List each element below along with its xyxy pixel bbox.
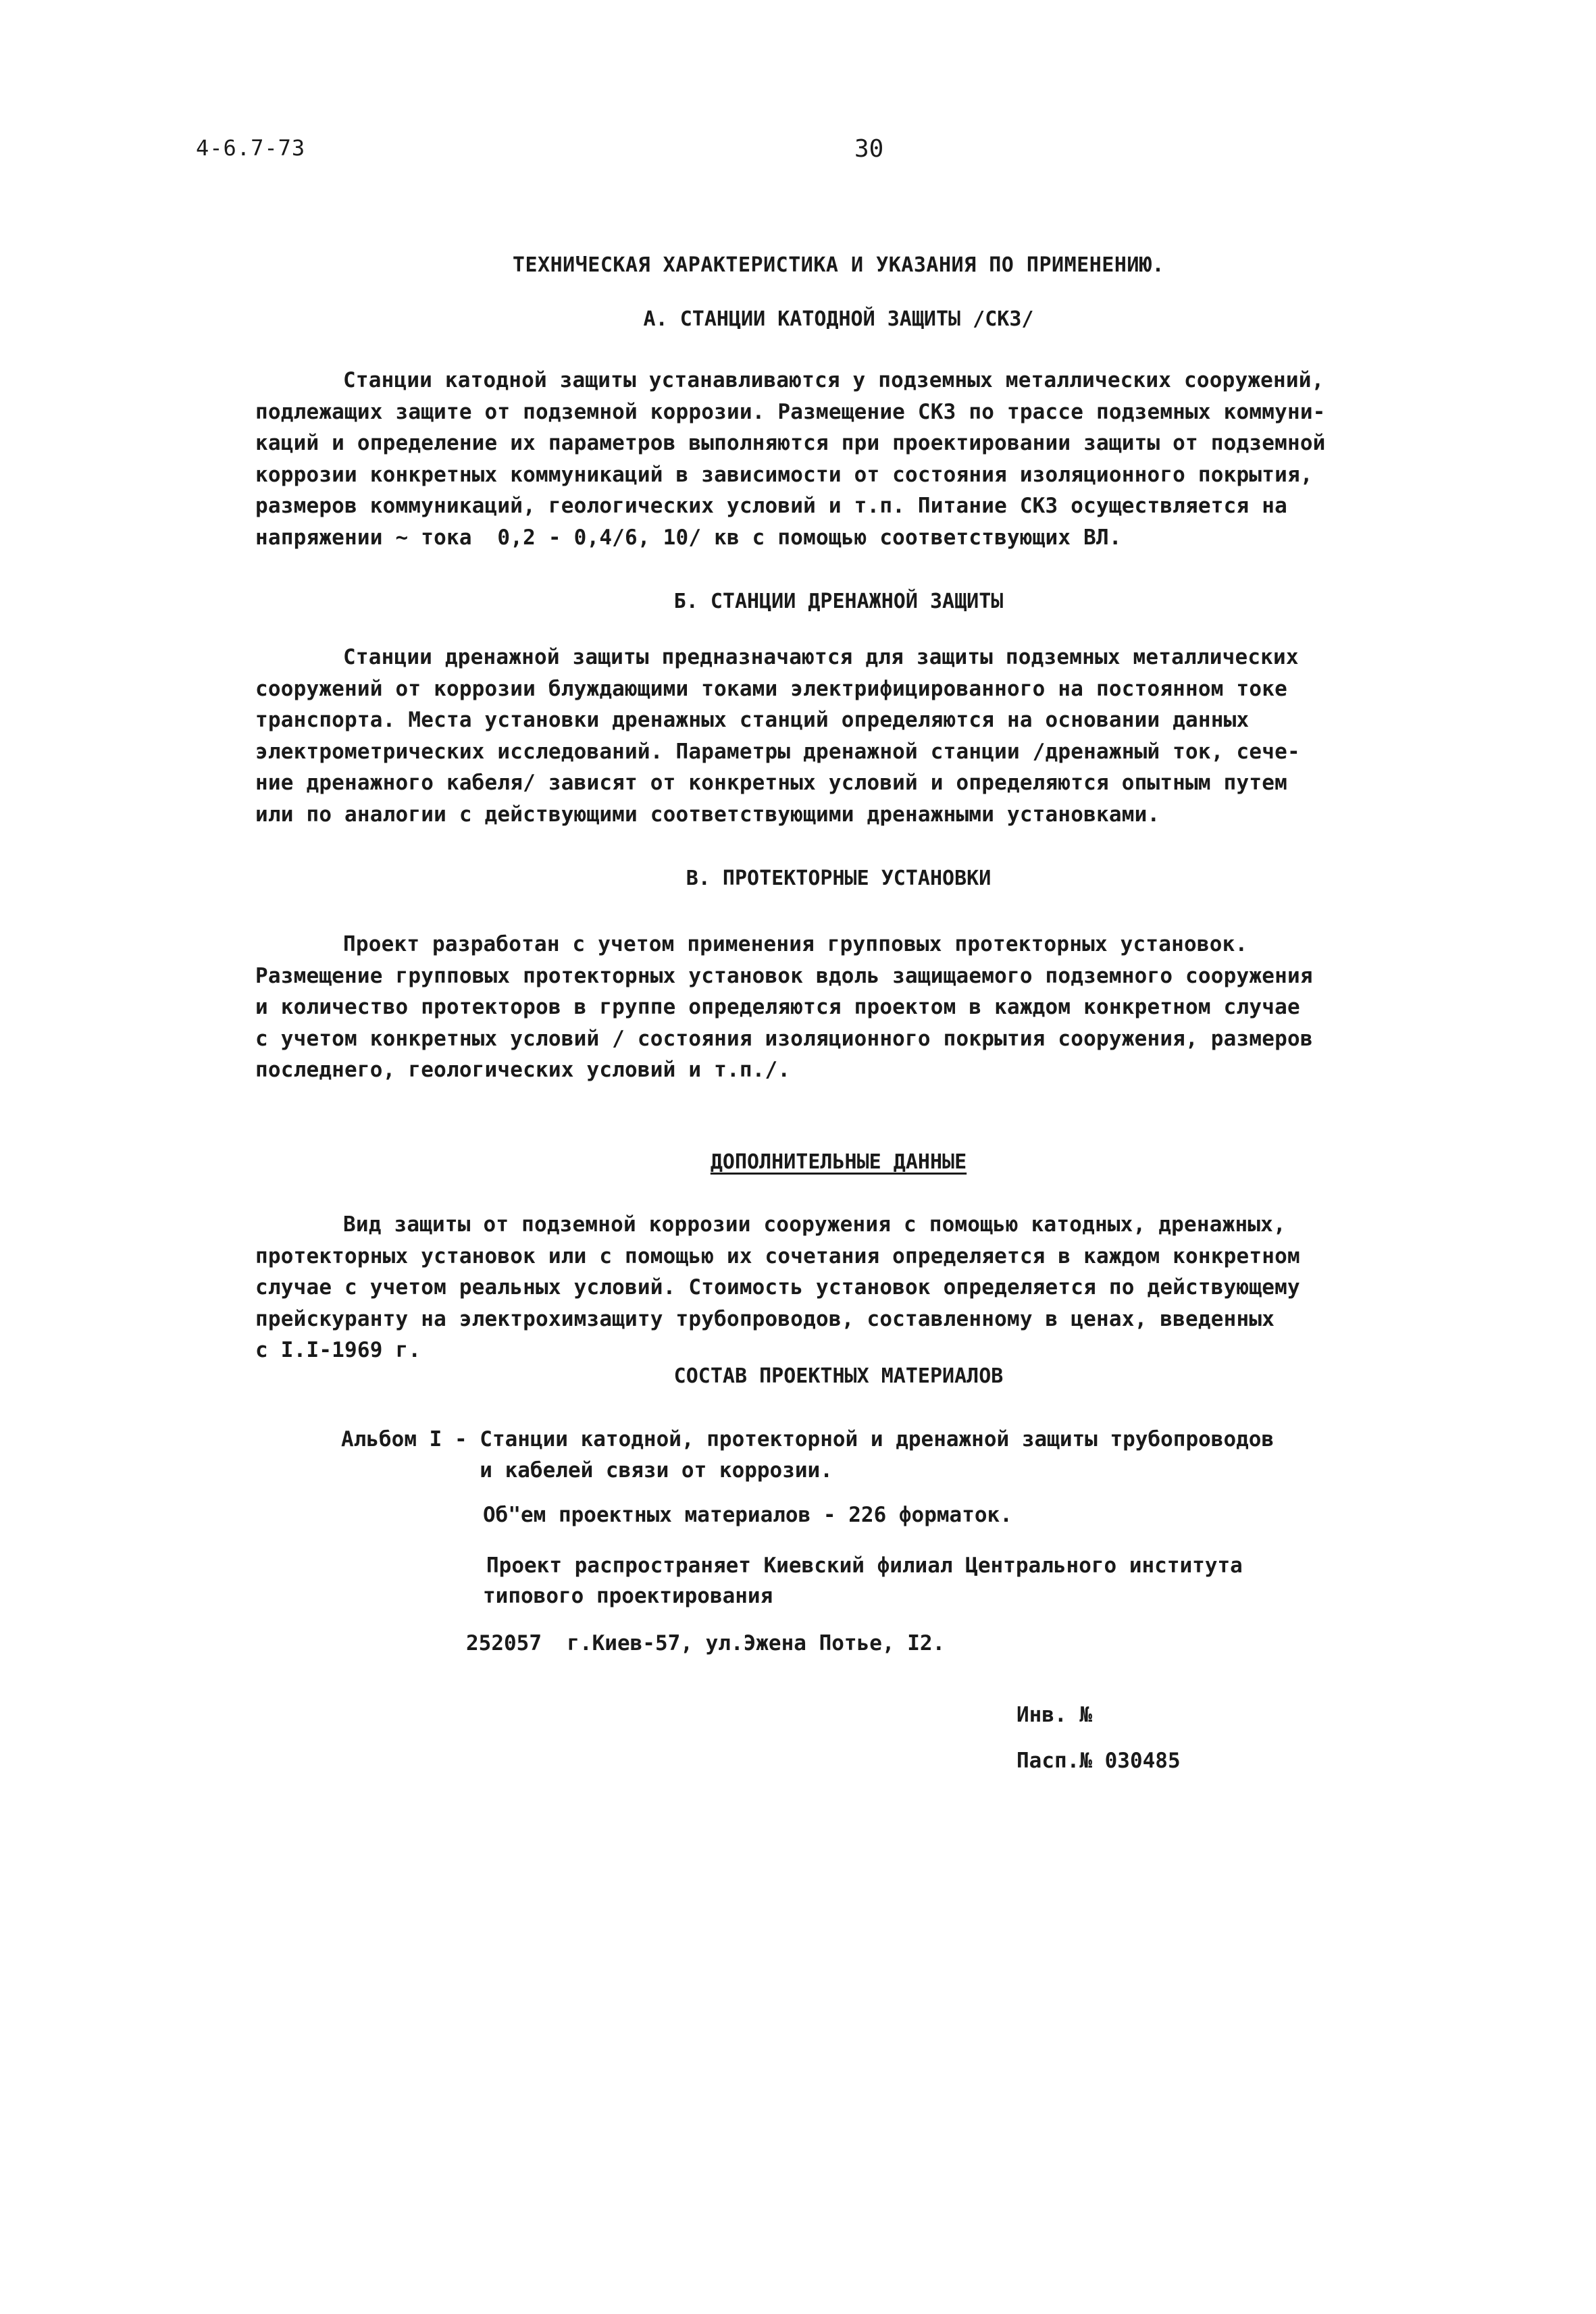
paragraph-line: электрометрических исследований. Параметры дренажной станции /дренажный ток, сече- [255,739,1300,764]
paragraph-line: и количество протекторов в группе определяются проектом в каждом конкретном случае [255,995,1300,1019]
section-b-paragraph [255,642,1309,830]
paragraph-line: Проект разработан с учетом применения групповых протекторных установок. [343,932,1248,956]
paragraph-line: Вид защиты от подземной коррозии сооружения с помощью катодных, дренажных, [343,1212,1286,1237]
page-number: 30 [854,135,884,163]
section-a-title: А. СТАНЦИИ КАТОДНОЙ ЗАЩИТЫ /СКЗ/ [643,307,1034,331]
paragraph-line: с I.I-1969 г. [255,1338,421,1362]
paragraph-line: размеров коммуникаций, геологических условий и т.п. Питание СКЗ осуществляется на [255,494,1287,518]
paragraph-line: ние дренажного кабеля/ зависят от конкретных условий и определяются опытным путем [255,771,1287,795]
album-line: Альбом I - Станции катодной, протекторной и дренажной защиты трубопроводов [341,1427,1275,1451]
document-code: 4-6.7-73 [196,135,306,161]
inventory-number-label: Инв. № [1016,1703,1092,1727]
paragraph-line: сооружений от коррозии блуждающими токами электрифицированного на постоянном токе [255,676,1287,701]
paragraph-line: Станции катодной защиты устанавливаются у подземных металлических сооружений, [343,368,1324,392]
additional-paragraph [255,1209,1309,1366]
section-v-title: В. ПРОТЕКТОРНЫЕ УСТАНОВКИ [686,867,992,890]
paragraph-line: прейскуранту на электрохимзащиту трубопроводов, составленному в ценах, введенных [255,1306,1275,1331]
section-a-paragraph [255,365,1326,553]
section-v-paragraph [255,929,1313,1086]
materials-volume: Об"ем проектных материалов - 226 форматок. [483,1503,1012,1527]
paragraph-line: подлежащих защите от подземной коррозии. Размещение СКЗ по трассе подземных коммуни- [255,399,1326,424]
address-line: 252057 г.Киев-57, ул.Эжена Потье, I2. [466,1631,946,1655]
section-b-title: Б. СТАНЦИИ ДРЕНАЖНОЙ ЗАЩИТЫ [673,590,1004,613]
paragraph-line: коррозии конкретных коммуникаций в зависимости от состояния изоляционного покрытия, [255,462,1313,487]
paragraph-line: протекторных установок или с помощью их сочетания определяется в каждом конкретном [255,1243,1300,1268]
passport-number: Пасп.№ 030485 [1016,1749,1181,1773]
inventory-block [1016,1692,1181,1784]
paragraph-line: последнего, геологических условий и т.п./. [255,1058,791,1082]
materials-title: СОСТАВ ПРОЕКТНЫХ МАТЕРИАЛОВ [673,1364,1004,1388]
paragraph-line: или по аналогии с действующими соответствующими дренажными установками. [255,802,1160,827]
paragraph-line: транспорта. Места установки дренажных станций определяются на основании данных [255,708,1250,732]
distributor-line: типового проектирования [483,1584,773,1608]
main-title: ТЕХНИЧЕСКАЯ ХАРАКТЕРИСТИКА И УКАЗАНИЯ ПО ПРИМЕНЕНИЮ. [512,253,1165,277]
album-entry [341,1424,1274,1486]
paragraph-line: с учетом конкретных условий / состояния изоляционного покрытия сооружения, размеров [255,1026,1313,1051]
distributor-line: Проект распространяет Киевский филиал Центрального института [486,1553,1243,1578]
paragraph-line: Станции дренажной защиты предназначаются для защиты подземных металлических [343,645,1299,669]
paragraph-line: Размещение групповых протекторных установок вдоль защищаемого подземного сооружения [255,963,1313,988]
additional-title-text: ДОПОЛНИТЕЛЬНЫЕ ДАННЫЕ [710,1150,967,1174]
album-line: и кабелей связи от коррозии. [341,1458,833,1483]
additional-title [0,1150,1596,1174]
paragraph-line: каций и определение их параметров выполняются при проектировании защиты от подземной [255,431,1326,455]
paragraph-line: напряжении ~ тока 0,2 - 0,4/6, 10/ кв с помощью соответствующих ВЛ. [255,525,1122,550]
paragraph-line: случае с учетом реальных условий. Стоимость установок определяется по действующему [255,1275,1300,1300]
